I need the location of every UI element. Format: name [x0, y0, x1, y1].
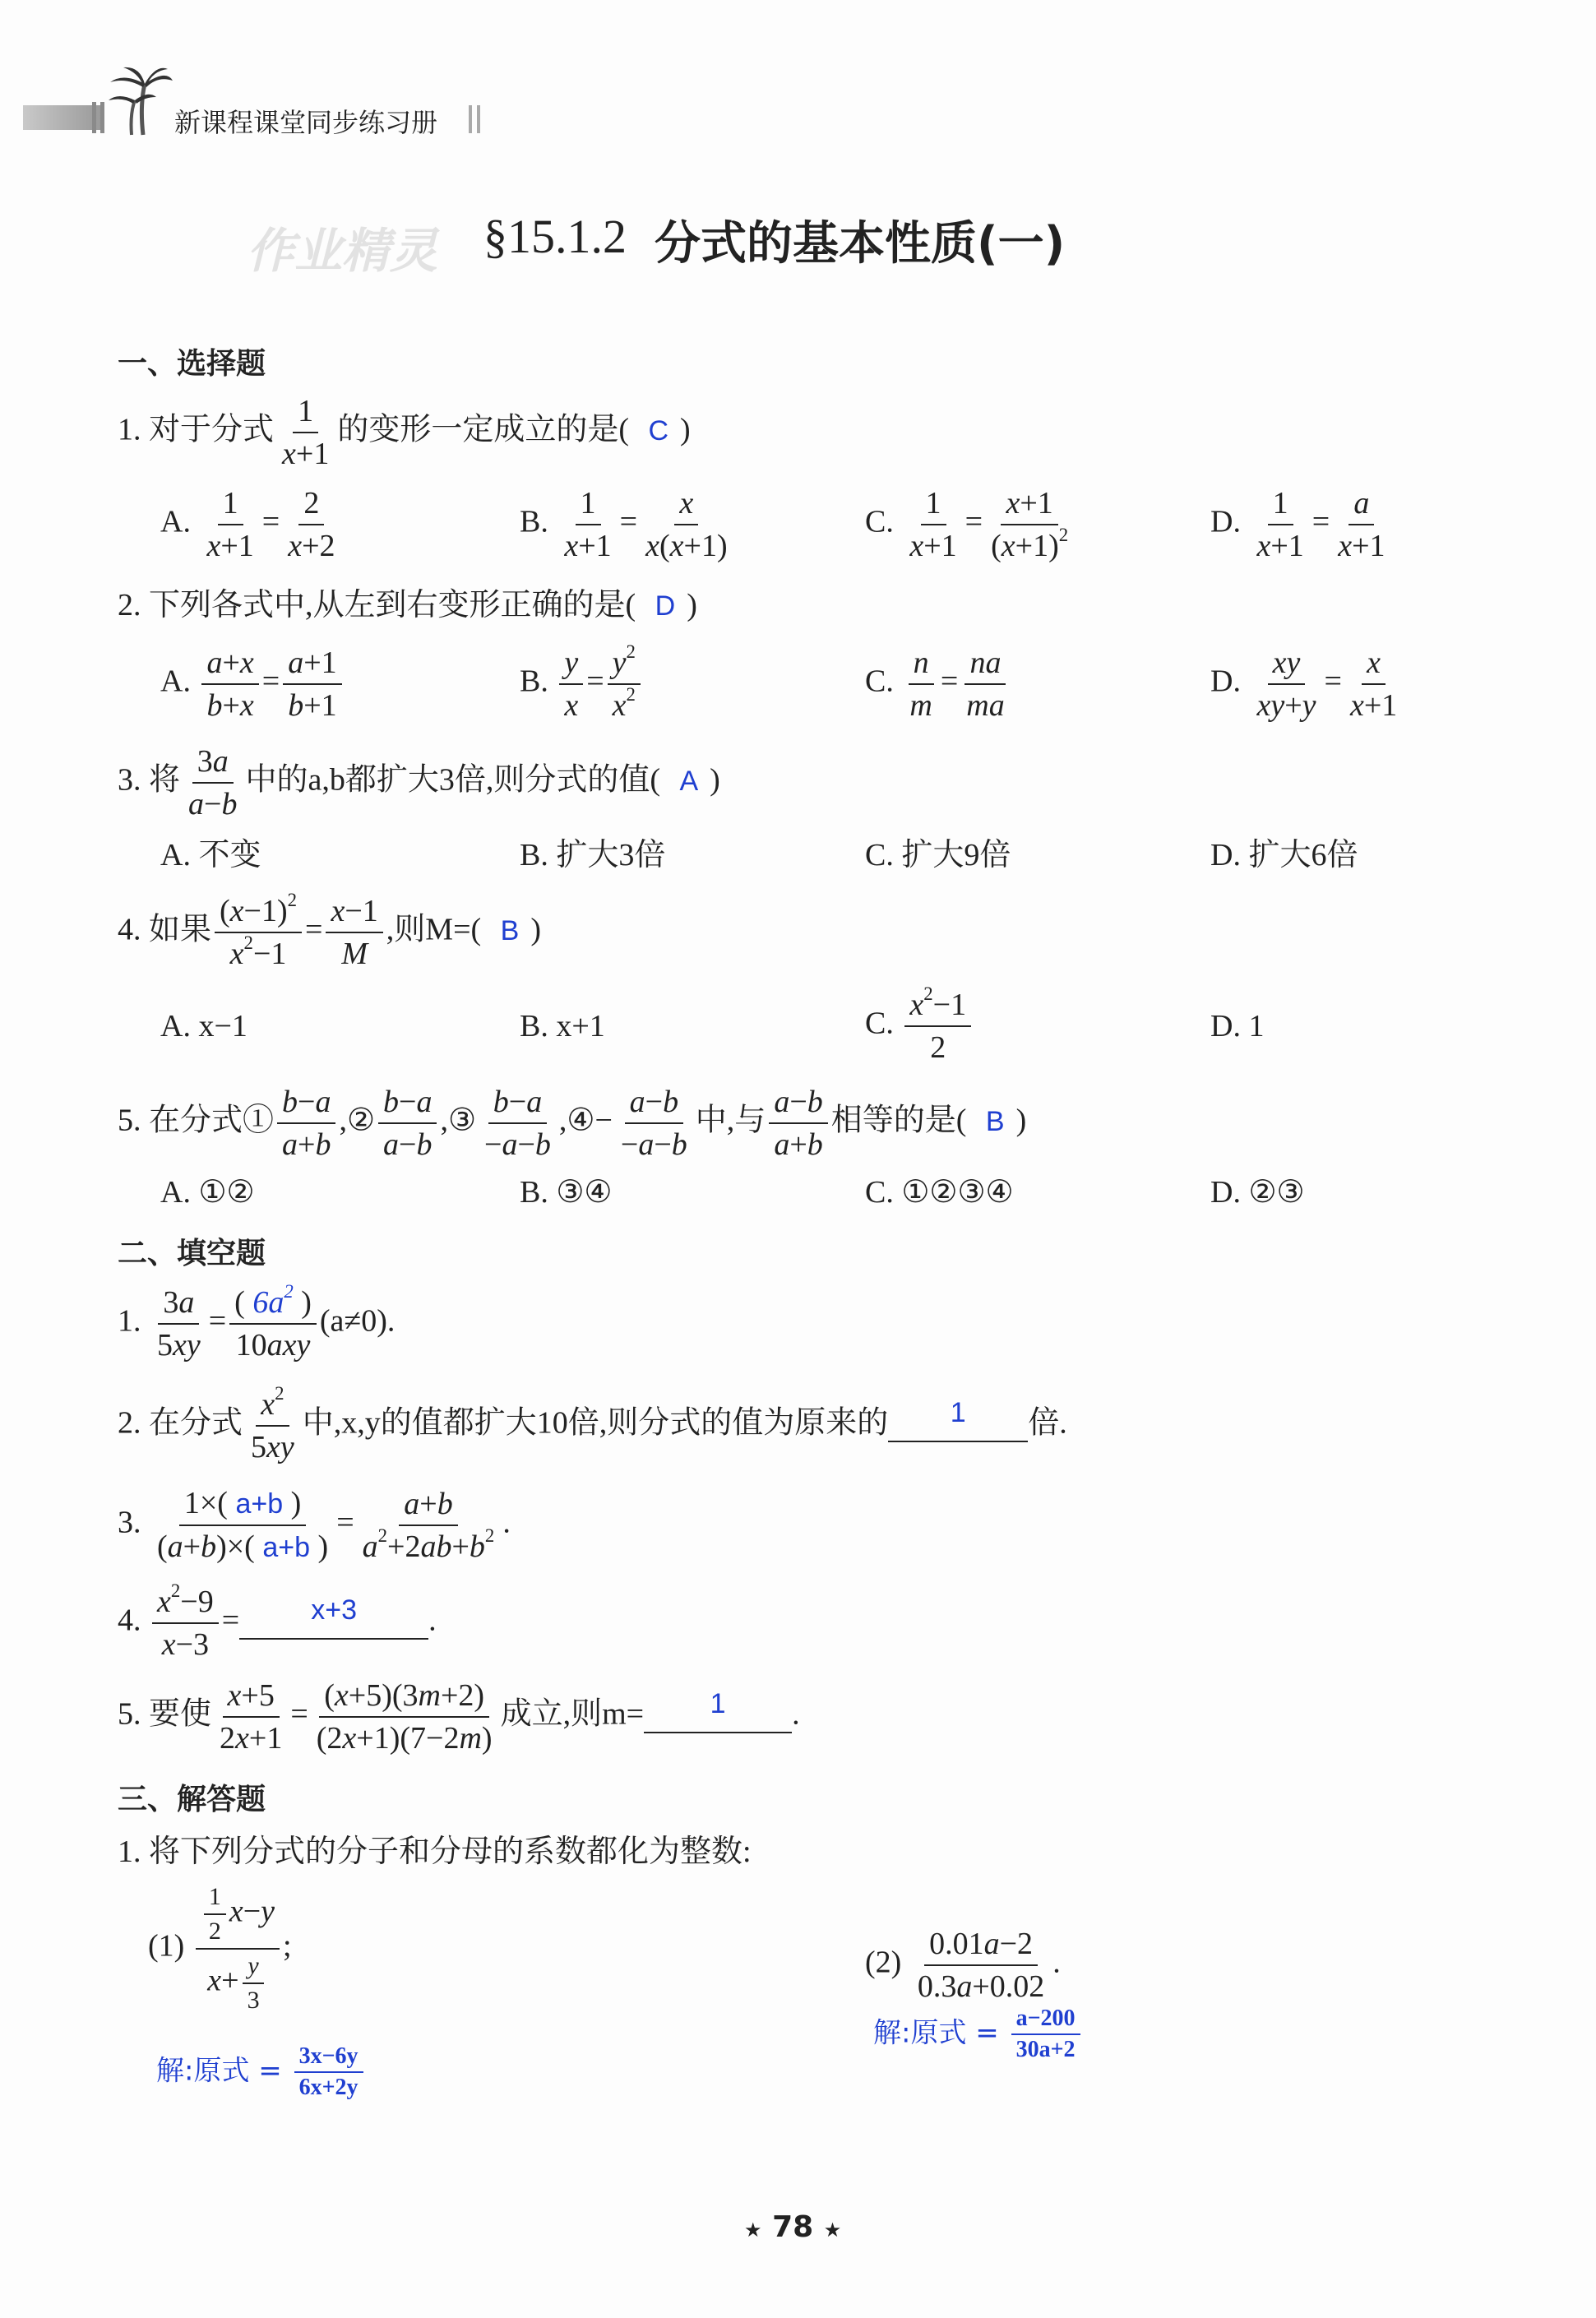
- question-number: 1.: [118, 1303, 141, 1339]
- fill-question-1: 1. $\frac{3a}{5xy}$ = $\frac{( 6a^2 )}{\text{10axy}}$ (a≠0).: [118, 1280, 396, 1363]
- header-divider: [469, 105, 472, 133]
- question-text: 将下列分式的分子和分母的系数都化为整数:: [149, 1835, 752, 1869]
- option-b: B. ③④: [520, 1175, 613, 1210]
- option-d: D. 1: [1210, 1009, 1265, 1043]
- option-a: A. ①②: [160, 1175, 255, 1210]
- section-heading-choice: 一、选择题: [118, 347, 266, 381]
- option-c: C. 扩大9倍: [865, 838, 1011, 872]
- solution-1: [156, 2044, 367, 2100]
- question-number: 4.: [118, 912, 141, 947]
- answer-choice: C: [648, 414, 669, 446]
- fill-answer: 6a: [252, 1285, 285, 1320]
- option-c: C. ①②③④: [865, 1175, 1014, 1210]
- question-number: 1.: [118, 1835, 141, 1869]
- question-text: 对于分式: [149, 412, 275, 447]
- question-text: 下列各式中,从左到右变形正确的是(: [149, 588, 636, 622]
- option-a: A. $\frac{1}{x+1}$ = $\frac{2}{x+2}$: [160, 486, 335, 563]
- solution-label: 解:原式 =: [873, 2016, 999, 2050]
- star-icon: ★: [744, 2219, 762, 2242]
- paren: ): [530, 912, 542, 947]
- option-d: D. ②③: [1210, 1175, 1305, 1210]
- sub-question-1: (1) $\frac{1}{2}$ x−y x+ $\frac{y}{3}$ ;: [148, 1883, 292, 2014]
- fraction: $\frac{1}{x+1}$: [282, 394, 330, 471]
- header-divider: [477, 105, 480, 133]
- watermark: 作业精灵: [247, 223, 438, 279]
- question-text: 中,x,y的值都扩大10倍,则分式的值为原来的: [302, 1405, 889, 1441]
- fill-answer: x+3: [311, 1594, 358, 1626]
- option-d: D. 扩大6倍: [1210, 838, 1358, 872]
- question-text: 如果: [149, 912, 212, 947]
- section-heading-solve: 三、解答题: [118, 1783, 266, 1816]
- sub-number: (2): [865, 1945, 902, 1980]
- question-number: 3.: [118, 1505, 141, 1540]
- question-text: 在分式①: [149, 1103, 275, 1138]
- option-a: A. $\frac{a+x}{b+x}$ = $\frac{a+1}{b+1}$: [160, 645, 345, 724]
- answer-choice: B: [500, 914, 520, 946]
- question-2: [118, 587, 697, 624]
- question-5: 5. 在分式① $\frac{b-a}{a+b}$ ,② $\frac{b-a}{a-b}$ ,③ $\frac{b-a}{-a-b}$ ,④− $\frac{a-b}{-a-b}$ 中,与 $\frac{a-b}{a+b}$ 相等的是( B ): [118, 1085, 1027, 1162]
- fill-answer: a+b: [262, 1532, 311, 1563]
- question-text: 相等的是(: [830, 1103, 967, 1138]
- paren: ): [1015, 1103, 1027, 1138]
- question-number: 5.: [118, 1103, 141, 1138]
- question-number: 2.: [118, 588, 141, 622]
- solution-numerator: 3x−6y: [294, 2044, 363, 2073]
- question-text: 要使: [149, 1696, 212, 1732]
- question-text: 中的a,b都扩大3倍,则分式的值(: [245, 762, 660, 798]
- answer-choice: B: [985, 1105, 1005, 1137]
- paren: ): [687, 588, 697, 622]
- section-heading-fill: 二、填空题: [118, 1237, 266, 1270]
- option-b: B. 扩大3倍: [520, 838, 666, 872]
- fill-answer: 1: [710, 1687, 726, 1719]
- paren: ): [710, 762, 720, 798]
- question-text: 的变形一定成立的是(: [337, 412, 629, 447]
- fill-answer: 1: [950, 1396, 966, 1428]
- solution-numerator: a−200: [1011, 2006, 1080, 2035]
- solution-denominator: 30a+2: [1015, 2037, 1076, 2062]
- option-c: C. $\frac{n}{m}$ = $\frac{na}{ma}$: [865, 645, 1005, 723]
- fill-question-3: 3. $\frac{1\times( a+b )}{(a+b)\times( a+b )}$ = $\frac{a+b}{a^2+2ab+b^2}$ .: [118, 1486, 511, 1564]
- question-text: 将: [149, 762, 181, 798]
- paren: ): [680, 412, 691, 447]
- header-decoration-bar: [23, 105, 101, 130]
- page-title: 分式的基本性质(一): [655, 217, 1066, 271]
- question-3: 3. 将 $\frac{3a}{a-b}$ 中的a,b都扩大3倍,则分式的值( A ): [118, 744, 720, 821]
- solution-denominator: 6x+2y: [298, 2075, 359, 2100]
- option-b: B. x+1: [520, 1009, 605, 1043]
- header-divider: [92, 102, 96, 133]
- star-icon: ★: [823, 2219, 842, 2242]
- question-text: 倍.: [1028, 1405, 1067, 1441]
- fill-question-5: 5. 要使 $\frac{x+5}{2x+1}$ = $\frac{(x+5)(3m+2)}{(2x+1)(7-2m)}$ 成立,则m= 1 .: [118, 1678, 800, 1756]
- header-divider: [100, 102, 104, 133]
- question-number: 2.: [118, 1405, 141, 1441]
- question-text: 成立,则m=: [500, 1696, 645, 1732]
- option-d: D. $\frac{1}{x+1}$ = $\frac{a}{x+1}$: [1210, 486, 1386, 563]
- option-c: C. $\frac{x^2-1}{2}$: [865, 987, 974, 1066]
- option-a: A. x−1: [160, 1009, 247, 1043]
- palm-tree-icon: [107, 64, 173, 136]
- option-b: B. $\frac{1}{x+1}$ = $\frac{x}{x(x+1)}$: [520, 486, 728, 563]
- solution-label: 解:原式 =: [156, 2054, 282, 2088]
- question-number: 3.: [118, 762, 141, 798]
- option-label: C.: [865, 1006, 894, 1041]
- fill-answer: a+b: [235, 1488, 284, 1520]
- option-c: C. $\frac{1}{x+1}$ = $\frac{x+1}{(x+1)^2}$: [865, 486, 1069, 563]
- book-title: 新课程课堂同步练习册: [174, 107, 438, 138]
- option-a: A. 不变: [160, 838, 261, 872]
- solution-2: [873, 2006, 1084, 2062]
- option-b: B. $\frac{y}{x}$ = $\frac{y^2}{x^2}$: [520, 645, 644, 724]
- fill-question-2: 2. 在分式 $\frac{x^2}{5xy}$ 中,x,y的值都扩大10倍,则分式的值为原来的 1 倍.: [118, 1382, 1067, 1464]
- question-4: 4. 如果 $\frac{(x-1)^2}{x^2-1}$ = $\frac{x-1}{M}$ ,则M=( B ): [118, 889, 542, 971]
- answer-choice: D: [655, 590, 676, 622]
- question-number: 1.: [118, 412, 141, 447]
- question-text: 在分式: [149, 1405, 243, 1441]
- answer-choice: A: [679, 765, 699, 797]
- page-number: [744, 2210, 841, 2244]
- question-text: ,则M=(: [386, 912, 482, 947]
- question-text: 中,与: [695, 1103, 766, 1138]
- section-number: §15.1.2: [483, 210, 627, 263]
- option-d: D. $\frac{xy}{xy+y}$ = $\frac{x}{x+1}$: [1210, 645, 1398, 723]
- page-number-value: 78: [772, 2210, 814, 2244]
- question-text: (a≠0).: [319, 1303, 396, 1339]
- sub-number: (1): [148, 1928, 185, 1964]
- question-1: [118, 393, 691, 472]
- question-number: 5.: [118, 1696, 141, 1732]
- sub-question-2: (2) $\frac{0.01a-2}{0.3a+0.02}$ .: [865, 1927, 1061, 2004]
- fill-question-4: 4. $\frac{x^2-9}{x-3}$ = x+3 .: [118, 1580, 437, 1662]
- question-number: 4.: [118, 1603, 141, 1638]
- solve-question-1: [118, 1834, 752, 1870]
